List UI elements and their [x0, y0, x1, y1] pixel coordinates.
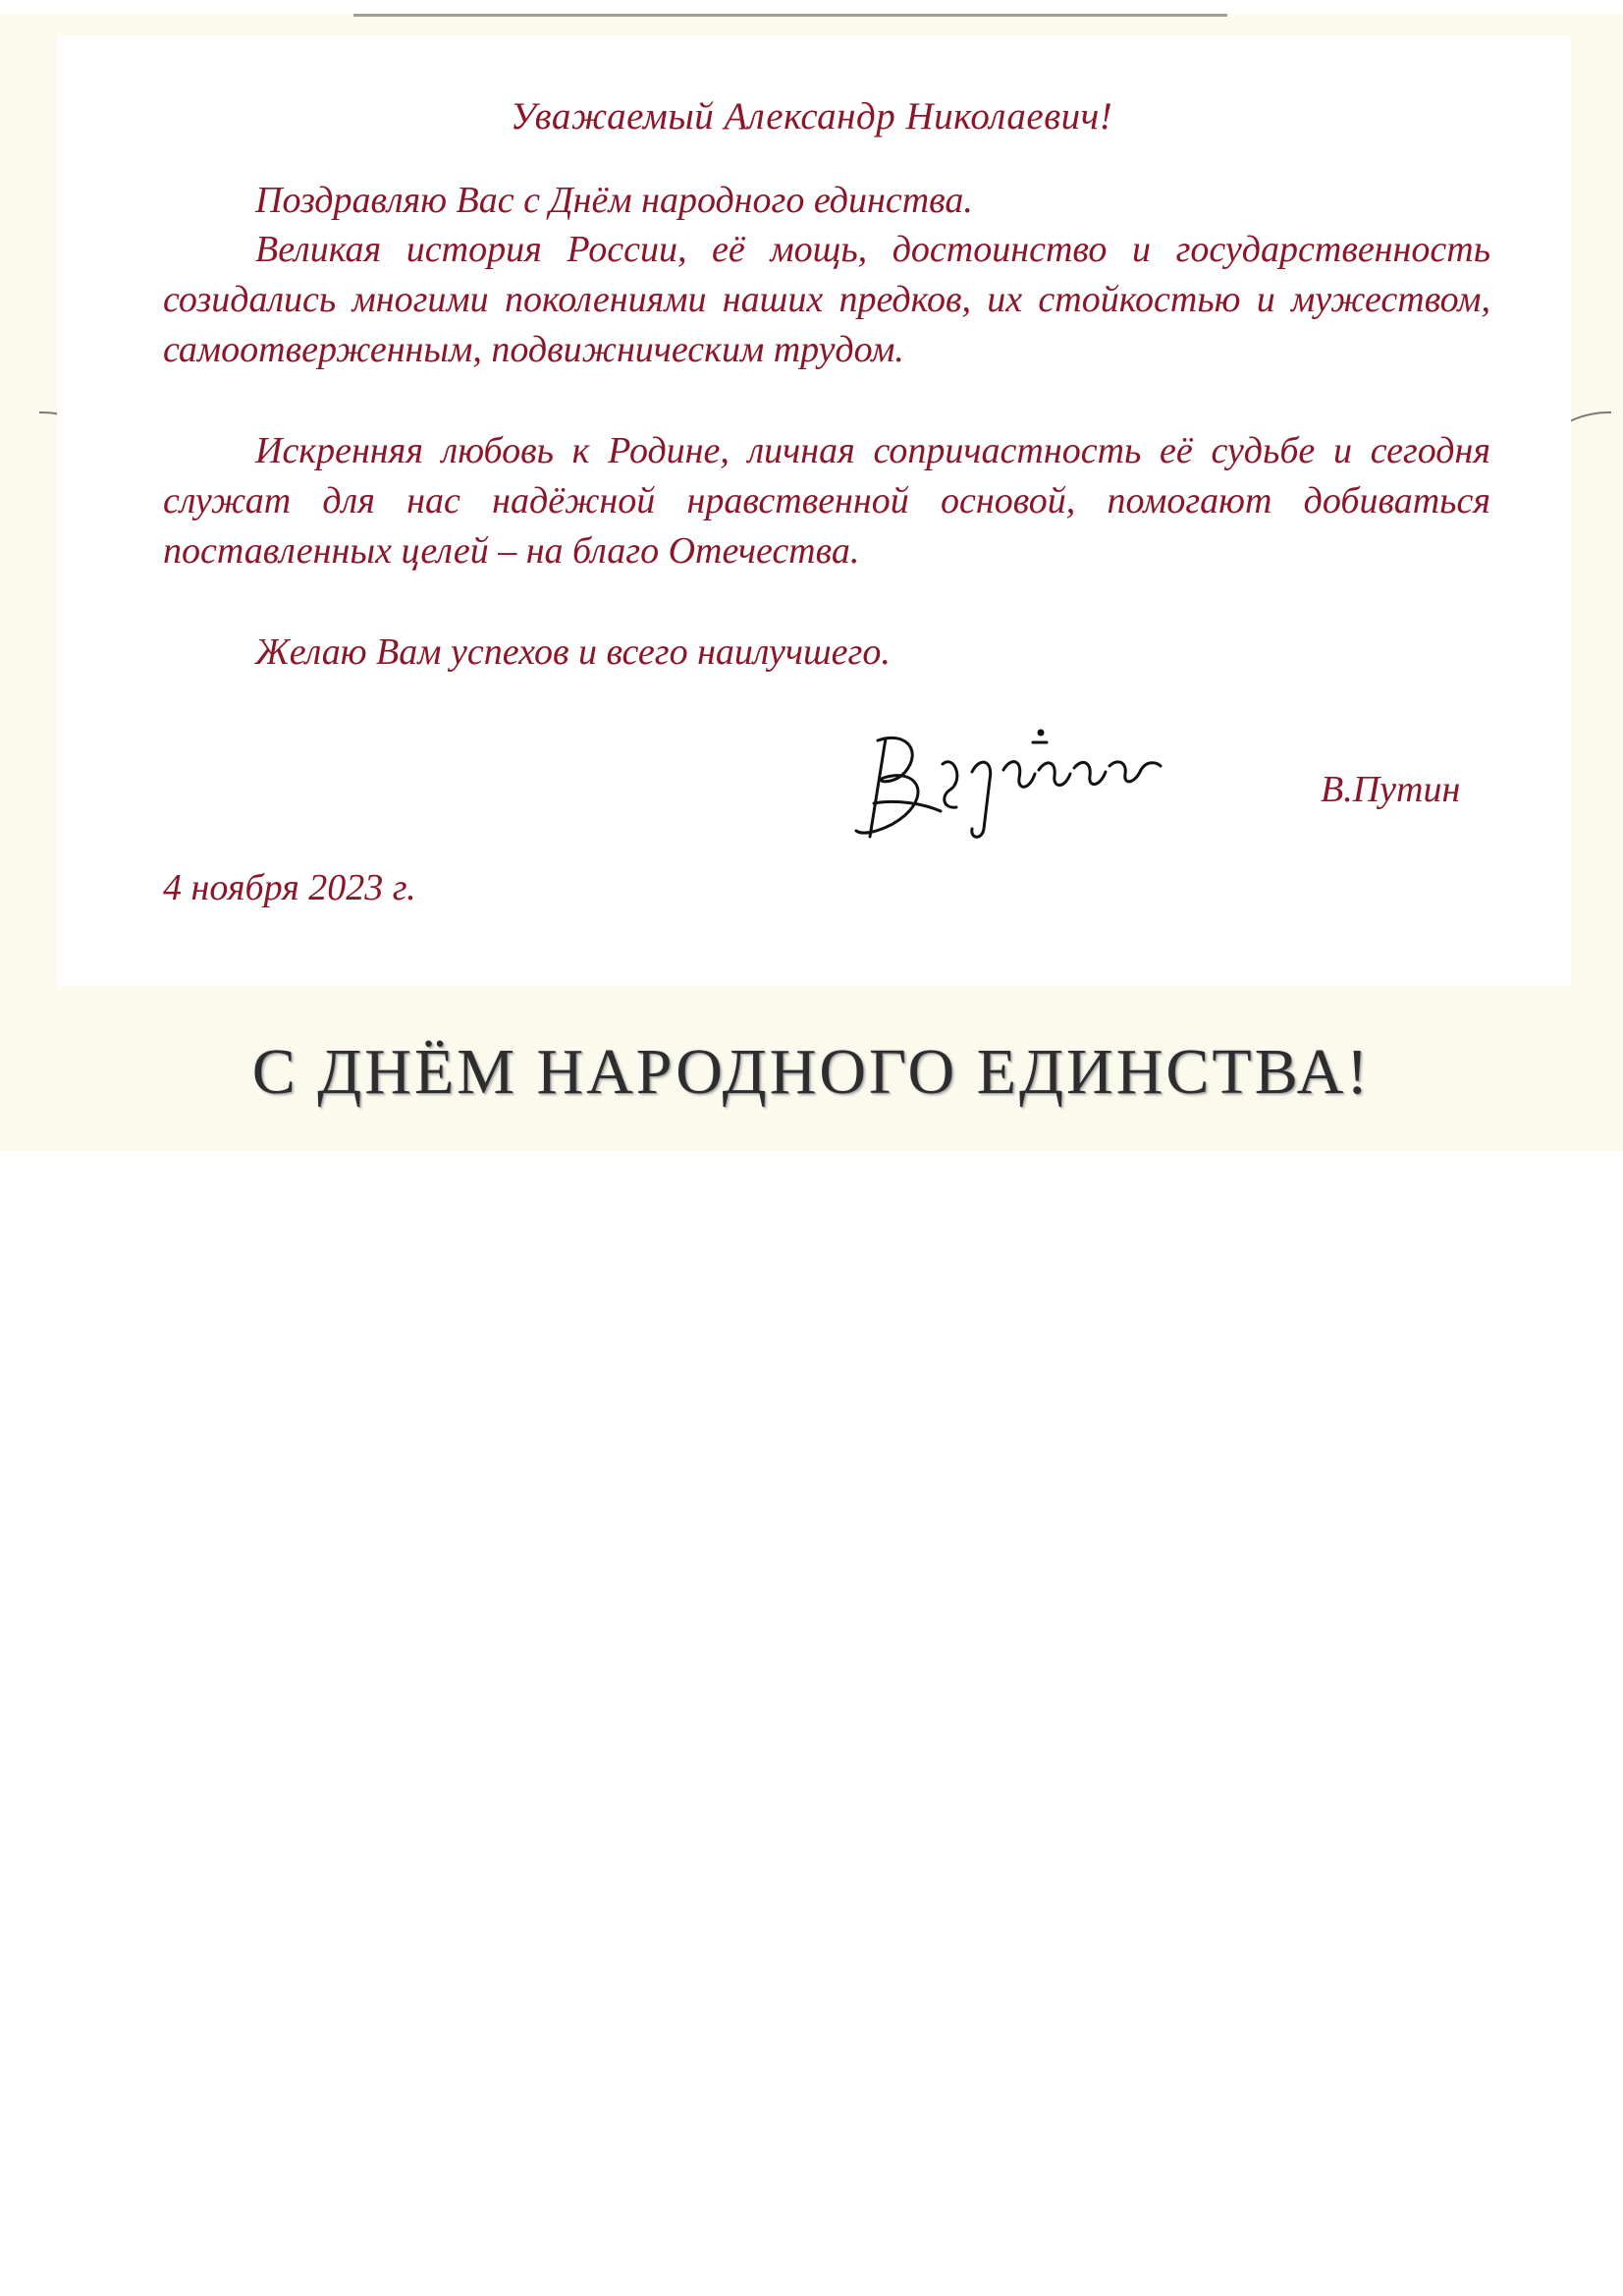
- card-top-edge: [353, 14, 1227, 17]
- paragraph-love: Искренняя любовь к Родине, личная сопричастность её судьбе и сегодня служат для нас надёжной нравственной основой, помогают добиваться поставленных целей – на благо Отечества.: [163, 430, 1490, 572]
- signer-name: В.Путин: [1321, 769, 1461, 810]
- paragraph-greeting: Поздравляю Вас с Днём народного единства.: [255, 180, 973, 221]
- paragraph-history: Великая история России, её мощь, достоинство и государственность созидались многими поколениями наших предков, их стойкостью и мужеством, самоотверженным, подвижническим трудом.: [163, 229, 1490, 370]
- handwritten-signature: [846, 721, 1249, 858]
- salutation: Уважаемый Александр Николаевич!: [510, 95, 1113, 137]
- greeting-card: [0, 14, 1623, 1151]
- paragraph-wishes: Желаю Вам успехов и всего наилучшего.: [255, 631, 891, 673]
- card-headline: С ДНЁМ НАРОДНОГО ЕДИНСТВА!: [251, 1036, 1372, 1108]
- letter-date: 4 ноября 2023 г.: [163, 867, 416, 908]
